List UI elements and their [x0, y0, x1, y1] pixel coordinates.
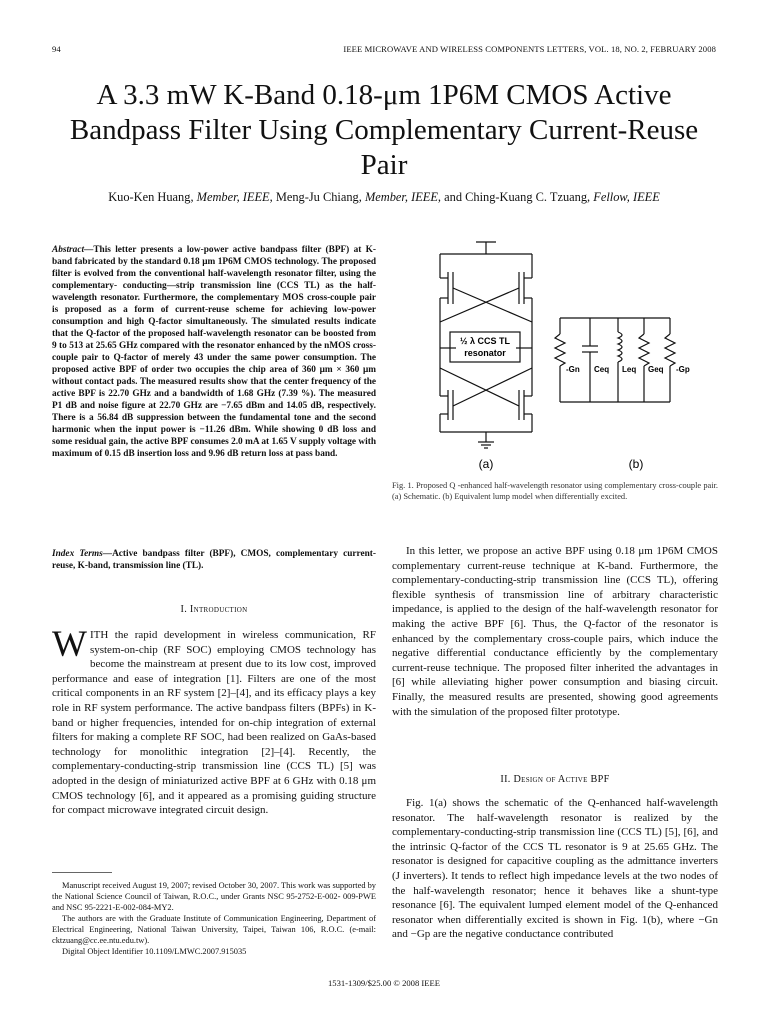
author-line [52, 190, 716, 205]
footnote-doi: Digital Object Identifier 10.1109/LMWC.2007.915035 [62, 947, 247, 956]
label-ceq: Ceq [594, 365, 610, 374]
label-leq: Leq [622, 365, 637, 374]
index-terms-text: —Active bandpass filter (BPF), CMOS, complementary current-reuse, K-band, transmission line (TL). [52, 549, 376, 571]
author-2-role: Member, IEEE, [364, 190, 442, 204]
resonator-label-1: ½ λ CCS TL [459, 336, 511, 346]
right-column-paragraph-2 [392, 796, 718, 942]
figure-caption: Fig. 1. Proposed Q -enhanced half-wavelength resonator using complementary cross-couple pair. (a) Schematic. (b) Equivalent lump model when differentially excited. [392, 481, 718, 501]
figure-1-schematic [392, 238, 722, 478]
footnote [52, 880, 376, 957]
resonator-label-2: resonator [464, 348, 506, 358]
intro-paragraph-2: In this letter, we propose an active BPF using 0.18 μm 1P6M CMOS complementary current-reuse technique at K-band. Furthermore, the complementary-conducting-strip transmission line (CCS TL), offering flexible synthesis of transmission line of arbitrary characteristic impedance, is applied to the design of the half-wavelength resonator for making the active BPF [6]. Thus, the Q-factor of the resonator is enhanced by the complementary cross-couple pairs, which induce the negative differential conductance efficiently by the complementary current-reuse technique. The proposed filter inherited the advantages in [6] while alleviating higher power consumption and biasing circuit. Finally, the measured results are presented, showing good agreements with the simulation of the proposed filter prototype. [392, 545, 718, 718]
abstract [52, 244, 376, 460]
paper-title: A 3.3 mW K-Band 0.18-μm 1P6M CMOS Active Bandpass Filter Using Complementary Current-Reuse Pair [69, 79, 699, 181]
author-3-role: Fellow, IEEE [593, 190, 660, 204]
author-1-name: Kuo-Ken Huang, [108, 190, 194, 204]
author-2-name: Meng-Ju Chiang, [275, 190, 362, 204]
index-terms [52, 548, 376, 572]
label-minus-gn: -Gn [566, 365, 580, 374]
introduction-text [52, 624, 376, 818]
index-terms-lead: Index Terms [52, 549, 103, 559]
subfigure-b-label: (b) [628, 457, 644, 471]
label-minus-gp: -Gp [676, 365, 690, 374]
page-number: 94 [52, 44, 61, 54]
abstract-text: —This letter presents a low-power active bandpass filter (BPF) at K-band fabricated by the standard 0.18 μm 1P6M CMOS technology. The proposed filter is evolved from the conventional half-wavelength resonator filter, using the complementary- conducting—strip transmission line (CCS TL) as the half- wavelength resonator. Furthermore, the complementary MOS cross-couple pair is proposed as a form of current-reuse scheme for achieving low-power consumption and high Q-factor simultaneously. The simulated results indicate that the Q-factor of the proposed half-wavelength resonator can be boosted from 9 to 513 at 25.65 GHz compared with the resonator enhanced by the nMOS cross-couple pair to Q-factor of merely 43 under the same power consumption. The proposed active BPF of order two occupies the chip area of 360 μm × 360 μm without contact pads. The measured results show that the center frequency of the active BPF is 22.70 GHz and a bandwidth of 1.68 GHz (7.39 %). The measured P1 dB and noise figure at 22.70 GHz are −7.65 dBm and 14.05 dB, respectively. There is a 56.84 dB suppression between the fundamental tone and the second harmonic when the input power is −11.26 dBm. While showing 0 dB loss and some residual gain, the active BPF consumes 2.0 mA at 1.65 V supply voltage with maximum of 0.15 dB insertion loss and 9.96 dB return loss at pass band. [52, 245, 376, 459]
journal-header: IEEE MICROWAVE AND WIRELESS COMPONENTS LETTERS, VOL. 18, NO. 2, FEBRUARY 2008 [343, 44, 716, 54]
right-column-paragraph-1 [392, 544, 718, 719]
author-1-role: Member, IEEE, [196, 190, 273, 204]
footnote-manuscript: Manuscript received August 19, 2007; revised October 30, 2007. This work was supported by the National Science Council of Taiwan, R.O.C., under Grants NSC 95-2752-E-002- 009-PWE and NSC 95-2221-E-002-084-MY2. [52, 881, 376, 912]
section-2-heading: II. Design of Active BPF [500, 774, 610, 785]
copyright-line: 1531-1309/$25.00 © 2008 IEEE [327, 978, 441, 988]
footnote-divider [52, 872, 112, 873]
abstract-lead: Abstract [52, 245, 85, 255]
label-geq: Geq [648, 365, 664, 374]
footnote-affiliation: The authors are with the Graduate Institute of Communication Engineering, Department of Electrical Engineering, National Taiwan University, Taipei, Taiwan 106, R.O.C. (e-mail: cktzuang@cc.ee.ntu.edu.tw). [52, 914, 376, 945]
subfigure-a-label: (a) [478, 457, 494, 471]
introduction-body: ITH the rapid development in wireless communication, RF system-on-chip (RF SOC) employing CMOS technology has become the mainstream at present due to its low cost, improved performance and ease of integration [1]. Filters are one of the most critical components in an RF system [2]–[4], and its efficacy plays a key role in RF system performance. The active bandpass filters (BPFs) in K-band or higher frequencies, intended for on-chip integration of external filters for making a complete RF SOC, had been realized on GaAs-based technology for monolithic integration [2]–[4]. Recently, the complementary-conducting-strip transmission line (CCS TL) [5] was adopted in the design of miniaturized active BPF at 6 GHz with 0.18 μm CMOS technology [6], and it appeared as a promising guiding structure for compact microwave integrated circuit design. [52, 629, 376, 817]
author-3-name: and Ching-Kuang C. Tzuang, [444, 190, 591, 204]
design-paragraph: Fig. 1(a) shows the schematic of the Q-enhanced half-wavelength resonator. The half-wavelength resonator is realized by the complementary-conducting-strip transmission line (CCS TL) [5], [6], and the intrinsic Q-factor of the CCS TL resonator is 9 at 25.65 GHz. The resonator is designed for capacitive coupling as the admittance inverters (J inverters). It tends to reflect high impedance levels at the two nodes of the half-wavelength resonator; hence it behaves like a shunt-type resonance [6]. The equivalent lumped element model of the Q-enhanced resonator when differentially excited is shown in Fig. 1(b), where −Gn and −Gp are the negative conductance contributed [392, 797, 718, 941]
section-1-heading: I. Introduction [180, 604, 248, 615]
drop-cap: W [52, 624, 87, 665]
